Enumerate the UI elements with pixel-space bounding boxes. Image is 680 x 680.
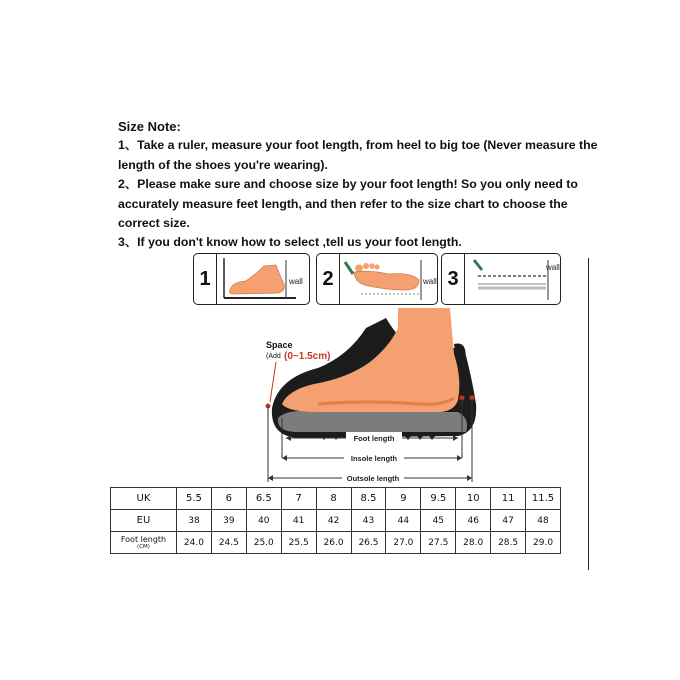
note-line-4: accurately measure feet length, and then refer to the size chart to choose the xyxy=(118,196,568,211)
step-number-1: 1 xyxy=(194,254,217,304)
table-cell: 9 xyxy=(386,488,421,510)
row-label-eu: EU xyxy=(111,510,177,532)
table-row-foot-length xyxy=(111,532,561,554)
table-cell: 6 xyxy=(211,488,246,510)
foot-length-unit-label: (CM) xyxy=(137,544,150,550)
size-note xyxy=(118,117,598,253)
table-cell: 41 xyxy=(281,510,316,532)
table-cell: 26.5 xyxy=(351,532,386,554)
note-line-2: length of the shoes you're wearing). xyxy=(118,157,328,172)
outsole-length-label: Outsole length xyxy=(346,474,400,483)
table-cell: 8 xyxy=(316,488,351,510)
add-range-label: (0~1.5cm) xyxy=(284,351,331,362)
table-cell: 40 xyxy=(246,510,281,532)
table-cell: 39 xyxy=(211,510,246,532)
table-cell: 5.5 xyxy=(177,488,212,510)
step-number-2: 2 xyxy=(317,254,340,304)
size-chart-table xyxy=(110,487,561,554)
table-cell: 47 xyxy=(491,510,526,532)
row-label-foot-length xyxy=(111,532,177,554)
table-cell: 11 xyxy=(491,488,526,510)
ruler-measure-icon xyxy=(464,254,560,304)
table-cell: 24.0 xyxy=(177,532,212,554)
table-cell: 24.5 xyxy=(211,532,246,554)
table-cell: 38 xyxy=(177,510,212,532)
table-cell: 9.5 xyxy=(421,488,456,510)
table-cell: 44 xyxy=(386,510,421,532)
step-3-panel xyxy=(441,253,561,305)
note-line-6: 3、If you don't know how to select ,tell us your foot length. xyxy=(118,235,462,250)
table-cell: 28.5 xyxy=(491,532,526,554)
table-cell: 42 xyxy=(316,510,351,532)
size-note-title: Size Note: xyxy=(118,119,181,134)
shoe-fit-diagram xyxy=(258,308,490,486)
measure-foot-top-icon xyxy=(339,254,437,304)
table-cell: 10 xyxy=(456,488,491,510)
wall-label-3: wall xyxy=(546,263,560,272)
space-label: Space xyxy=(266,340,293,350)
foot-length-row-label: Foot length xyxy=(120,535,167,544)
note-line-1: 1、Take a ruler, measure your foot length, from heel to big toe (Never measure the xyxy=(118,138,598,153)
table-cell: 27.5 xyxy=(421,532,456,554)
table-cell: 45 xyxy=(421,510,456,532)
table-cell: 46 xyxy=(456,510,491,532)
table-cell: 7 xyxy=(281,488,316,510)
table-row-uk xyxy=(111,488,561,510)
wall-label-2: wall xyxy=(423,277,437,286)
step-1-panel xyxy=(193,253,310,305)
measure-foot-side-icon xyxy=(216,254,309,304)
table-cell: 29.0 xyxy=(526,532,561,554)
insole-length-label: Insole length xyxy=(350,454,398,463)
table-cell: 48 xyxy=(526,510,561,532)
table-cell: 27.0 xyxy=(386,532,421,554)
note-line-3: 2、Please make sure and choose size by your foot length! So you only need to xyxy=(118,177,578,192)
table-cell: 43 xyxy=(351,510,386,532)
row-label-uk: UK xyxy=(111,488,177,510)
add-label: (Add xyxy=(266,353,281,360)
table-cell: 26.0 xyxy=(316,532,351,554)
table-cell: 25.0 xyxy=(246,532,281,554)
table-cell: 28.0 xyxy=(456,532,491,554)
table-cell: 8.5 xyxy=(351,488,386,510)
page-divider xyxy=(588,258,589,570)
table-cell: 25.5 xyxy=(281,532,316,554)
note-line-5: correct size. xyxy=(118,216,190,231)
step-number-3: 3 xyxy=(442,254,465,304)
wall-label-1: wall xyxy=(289,277,303,286)
table-row-eu xyxy=(111,510,561,532)
table-cell: 6.5 xyxy=(246,488,281,510)
foot-length-label: Foot length xyxy=(353,434,395,443)
step-2-panel xyxy=(316,253,438,305)
table-cell: 11.5 xyxy=(526,488,561,510)
